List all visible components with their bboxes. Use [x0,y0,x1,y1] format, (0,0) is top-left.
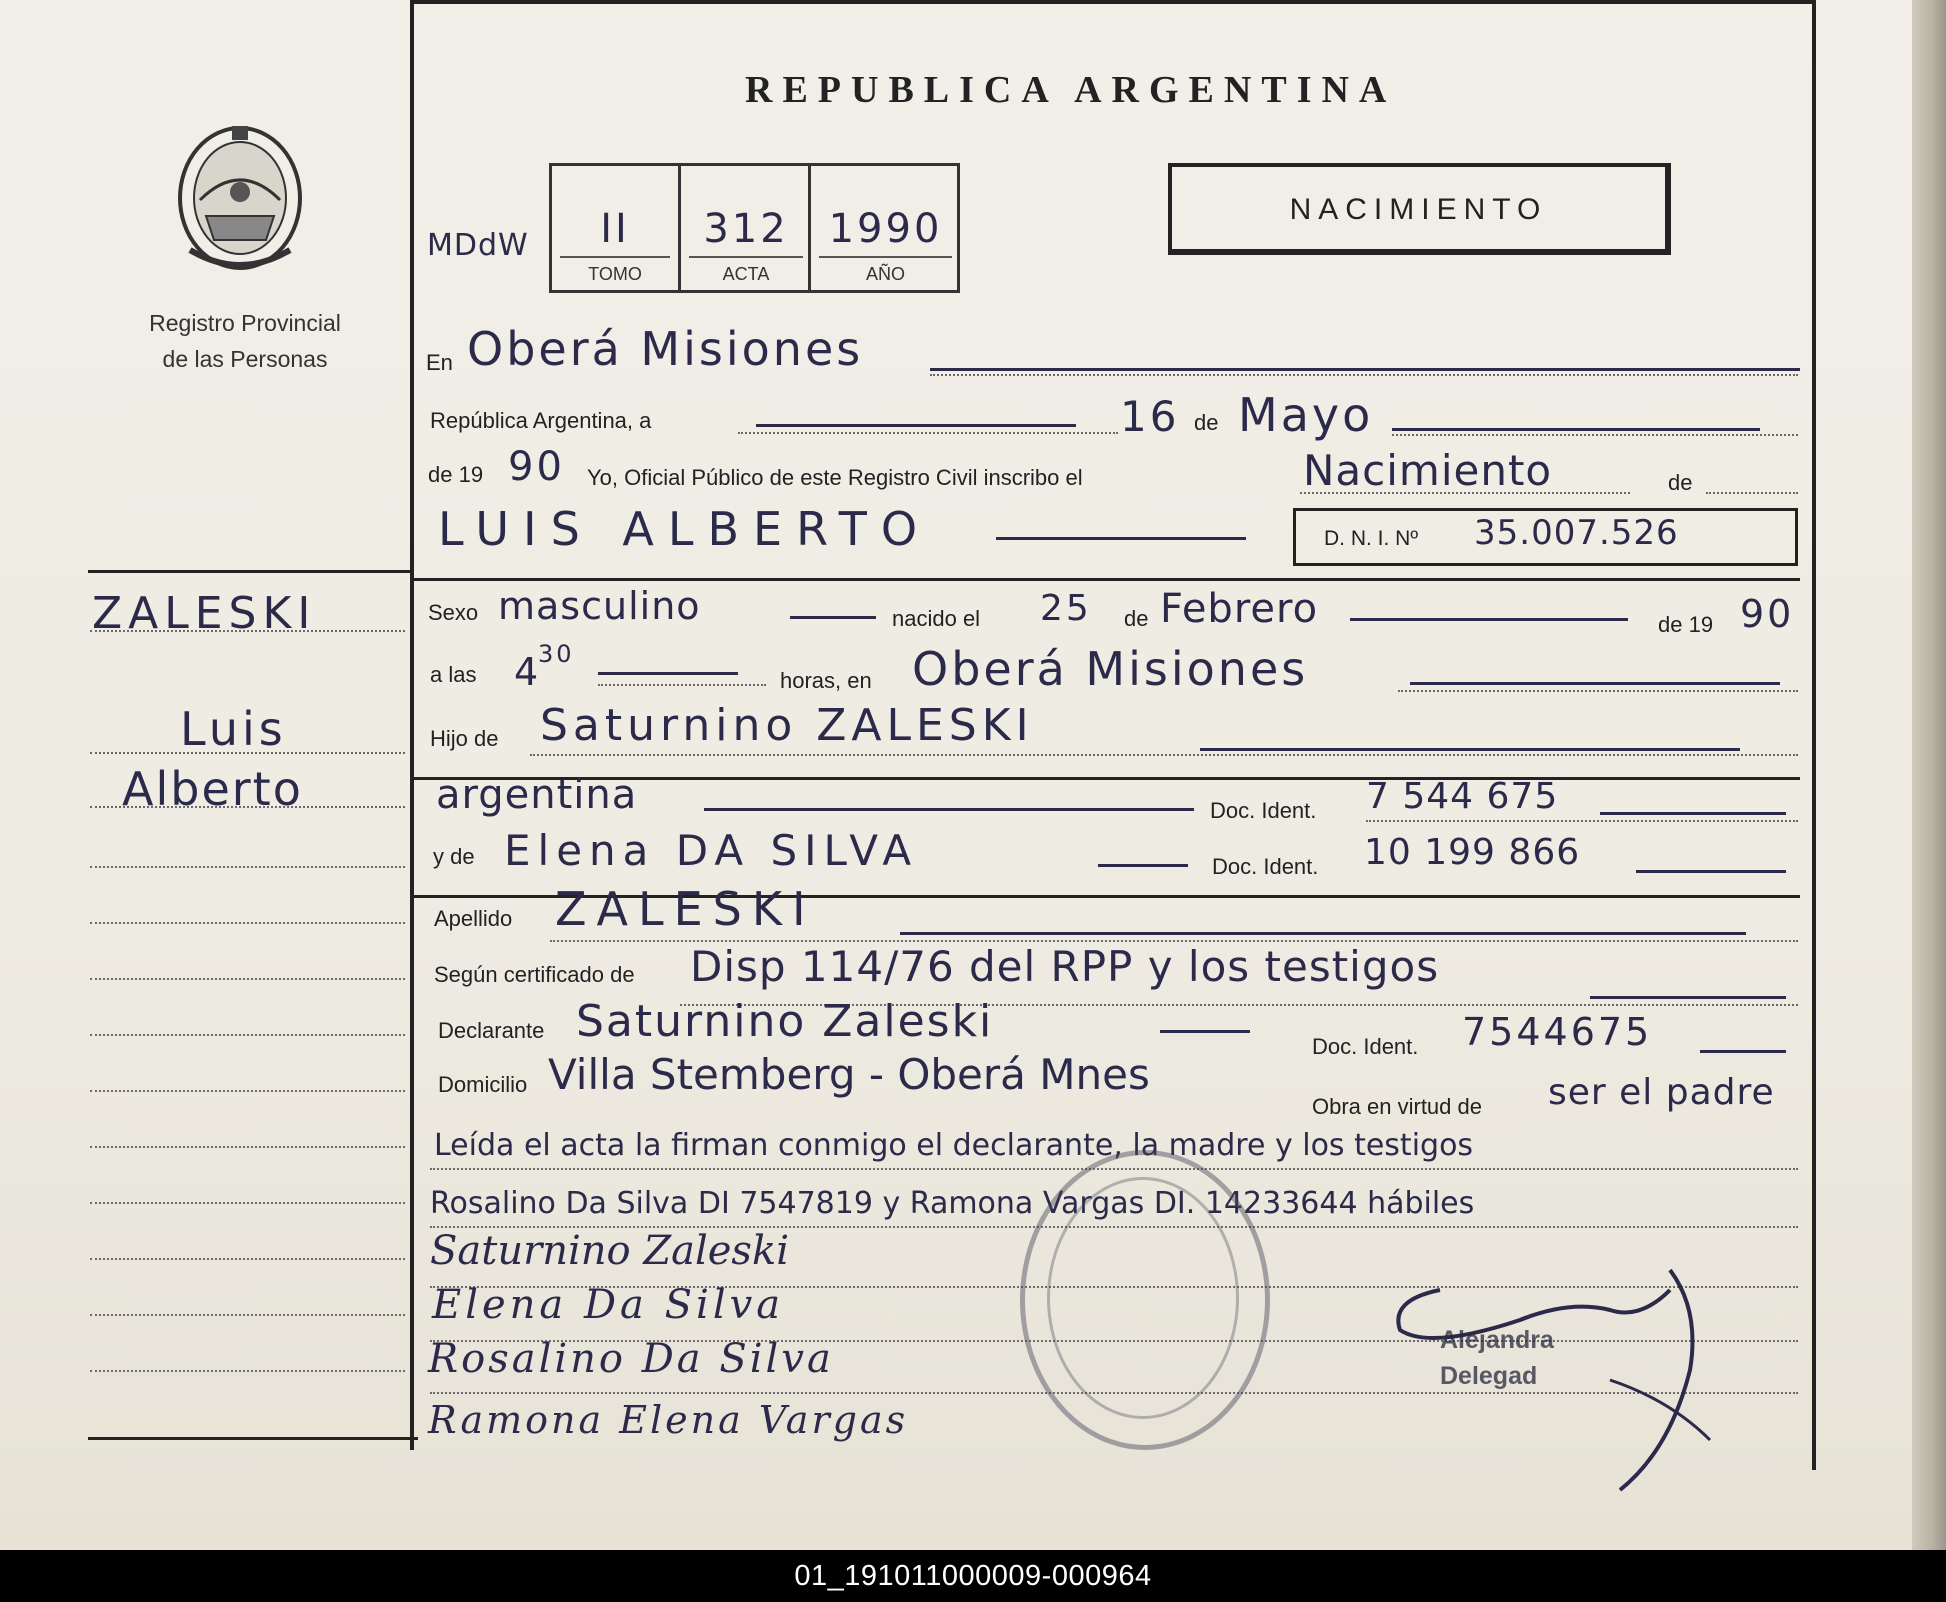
a-las-label: a las [430,662,477,687]
fecha-dash [756,424,1076,427]
hijo-label: Hijo de [430,726,499,751]
hora-value: 4 [514,650,542,694]
padre-doc-dash [1600,812,1786,815]
lugar-nacimiento-dots [1398,690,1798,692]
acta-reference-box [549,163,960,293]
nacido-label: nacido el [892,606,981,631]
official-name-line1: Alejandra [1440,1326,1554,1354]
signature-4: Ramona Elena Vargas [428,1398,909,1442]
nombre-value: LUIS ALBERTO [438,502,932,556]
right-frame-rule [1812,0,1816,1470]
ano-rule [819,256,952,258]
binding-spine [1912,0,1946,1550]
padre-value: Saturnino ZALESKI [540,700,1034,751]
madre-value: Elena DA SILVA [504,826,919,875]
padre-doc-dots [1366,820,1798,822]
margin-dots-12 [90,1314,405,1316]
madre-dash [1098,864,1188,867]
margin-nombre-1: Luis [180,702,287,756]
round-seal-inner [1047,1177,1239,1419]
office-code: MDdW [427,228,529,263]
sexo-dash [790,616,876,619]
registry-name-line1: Registro Provincial [149,310,341,336]
margin-dots-9 [90,1146,405,1148]
madre-doc-label: Doc. Ident. [1212,854,1319,879]
margin-dots-10 [90,1202,405,1204]
margin-dots-11 [90,1258,405,1260]
ano-label: AÑO [865,264,905,284]
tomo-value: II [600,206,630,252]
de-label: de [1194,410,1219,435]
tomo-cell [552,166,678,290]
image-code-bar [0,1550,1946,1602]
hora-dash [598,672,738,675]
padre-dash [1200,748,1740,751]
margin-dots-2 [90,752,405,754]
lugar-nacimiento: Oberá Misiones [912,642,1309,696]
round-seal-stamp [1020,1150,1270,1450]
declarante-value: Saturnino Zaleski [576,996,994,1047]
dni-label: D. N. I. Nº [1324,527,1419,550]
nacido-mes: Febrero [1160,586,1319,632]
tomo-rule [560,256,670,258]
fecha-dots [738,432,1118,434]
nacionalidad-dash [704,808,1194,811]
mes-dash [1392,428,1760,431]
en-label: En [426,350,453,375]
apellido-dash [900,932,1746,935]
acta-cell [678,166,811,290]
declarante-doc-label: Doc. Ident. [1312,1034,1419,1059]
certificado-value: Disp 114/76 del RPP y los testigos [690,942,1440,991]
padre-doc-label: Doc. Ident. [1210,798,1317,823]
nacido-anio-prefix: de 19 [1658,612,1714,637]
minutos-value: 30 [538,640,575,668]
declarante-label: Declarante [438,1018,545,1043]
dni-box [1293,508,1798,566]
horas-label: horas, en [780,668,872,693]
signature-2: Elena Da Silva [432,1282,785,1328]
leida-line-2: Rosalino Da Silva DI 7547819 y Ramona Vargas DI. 14233644 hábiles [430,1186,1475,1221]
mes-value: Mayo [1238,388,1374,442]
madre-doc-value: 10 199 866 [1364,832,1581,873]
hora-dots [598,684,766,686]
signature-1: Saturnino Zaleski [430,1228,789,1274]
mes-dots [1392,434,1798,436]
page-title: REPUBLICA ARGENTINA [745,69,1397,111]
official-name-stamp [1440,1322,1554,1394]
padre-nacionalidad: argentina [436,772,638,818]
apellido-value: ZALESKI [555,882,816,936]
margin-dots-4 [90,866,405,868]
republica-label: República Argentina, a [430,408,652,433]
dia-value: 16 [1120,392,1180,441]
official-name-line2: Delegad [1440,1362,1538,1390]
leida-line-1: Leída el acta la firman conmigo el declarante, la madre y los testigos [434,1128,1474,1163]
sexo-label: Sexo [428,600,479,625]
acto-value: Nacimiento [1303,446,1553,495]
margin-dots-8 [90,1090,405,1092]
nombre-dash [996,537,1246,540]
certificado-dash [1590,996,1786,999]
margin-apellido: ZALESKI [92,588,317,639]
anio-prefix: de 19 [428,462,484,487]
margin-dots-6 [90,978,405,980]
margin-nombre-2: Alberto [122,762,303,816]
document-type-box [1168,163,1671,255]
certificado-label: Según certificado de [434,962,635,987]
left-column-rule [410,0,414,1450]
lugar-dash [930,368,1800,371]
signature-3: Rosalino Da Silva [428,1336,834,1382]
margin-dots-5 [90,922,405,924]
registry-name [115,305,375,377]
declarante-doc-value: 7544675 [1462,1010,1653,1054]
anio-suffix: 90 [508,444,565,490]
declarante-dash [1160,1030,1250,1033]
bottom-rule [88,1437,418,1440]
oficial-text: Yo, Oficial Público de este Registro Civil inscribo el [587,465,1083,490]
ano-value: 1990 [828,206,943,252]
domicilio-value: Villa Stemberg - Oberá Mnes [548,1050,1150,1099]
sexo-value: masculino [498,584,701,628]
padre-dots [530,754,1798,756]
madre-doc-dash [1636,870,1786,873]
document-type: NACIMIENTO [1289,193,1548,226]
form-divider-rule-1 [412,578,1800,581]
nacido-anio-suffix: 90 [1740,592,1795,636]
nacido-de: de [1124,606,1149,631]
y-de-label: y de [433,844,475,869]
nacido-dash [1350,618,1628,621]
lugar-dots [930,374,1798,376]
domicilio-label: Domicilio [438,1072,528,1097]
tomo-label: TOMO [588,264,642,284]
padre-doc-value: 7 544 675 [1366,776,1559,817]
apellido-label: Apellido [434,906,513,931]
nacido-dia: 25 [1040,588,1092,629]
acto-dots-2 [1706,492,1798,494]
acta-rule [689,256,803,258]
obra-value: ser el padre [1548,1072,1775,1113]
image-code: 01_191011000009-000964 [794,1560,1152,1592]
margin-dots-7 [90,1034,405,1036]
acta-label: ACTA [722,264,770,284]
lugar-nacimiento-dash [1410,682,1780,685]
official-signature-icon [1370,1250,1790,1500]
margin-dots-1 [90,630,405,632]
acto-dots [1300,492,1630,494]
coat-of-arms-icon [170,120,310,280]
ano-cell [808,166,960,290]
lugar-value: Oberá Misiones [467,322,864,376]
obra-label: Obra en virtud de [1312,1094,1482,1119]
top-frame-rule [412,0,1814,4]
acta-value: 312 [703,206,789,252]
registry-name-line2: de las Personas [162,346,328,372]
dni-value: 35.007.526 [1474,513,1679,553]
declarante-doc-dash [1700,1050,1786,1053]
margin-divider-rule [88,570,412,573]
margin-dots-13 [90,1370,405,1372]
margin-dots-3 [90,806,405,808]
de-label-2: de [1668,470,1693,495]
